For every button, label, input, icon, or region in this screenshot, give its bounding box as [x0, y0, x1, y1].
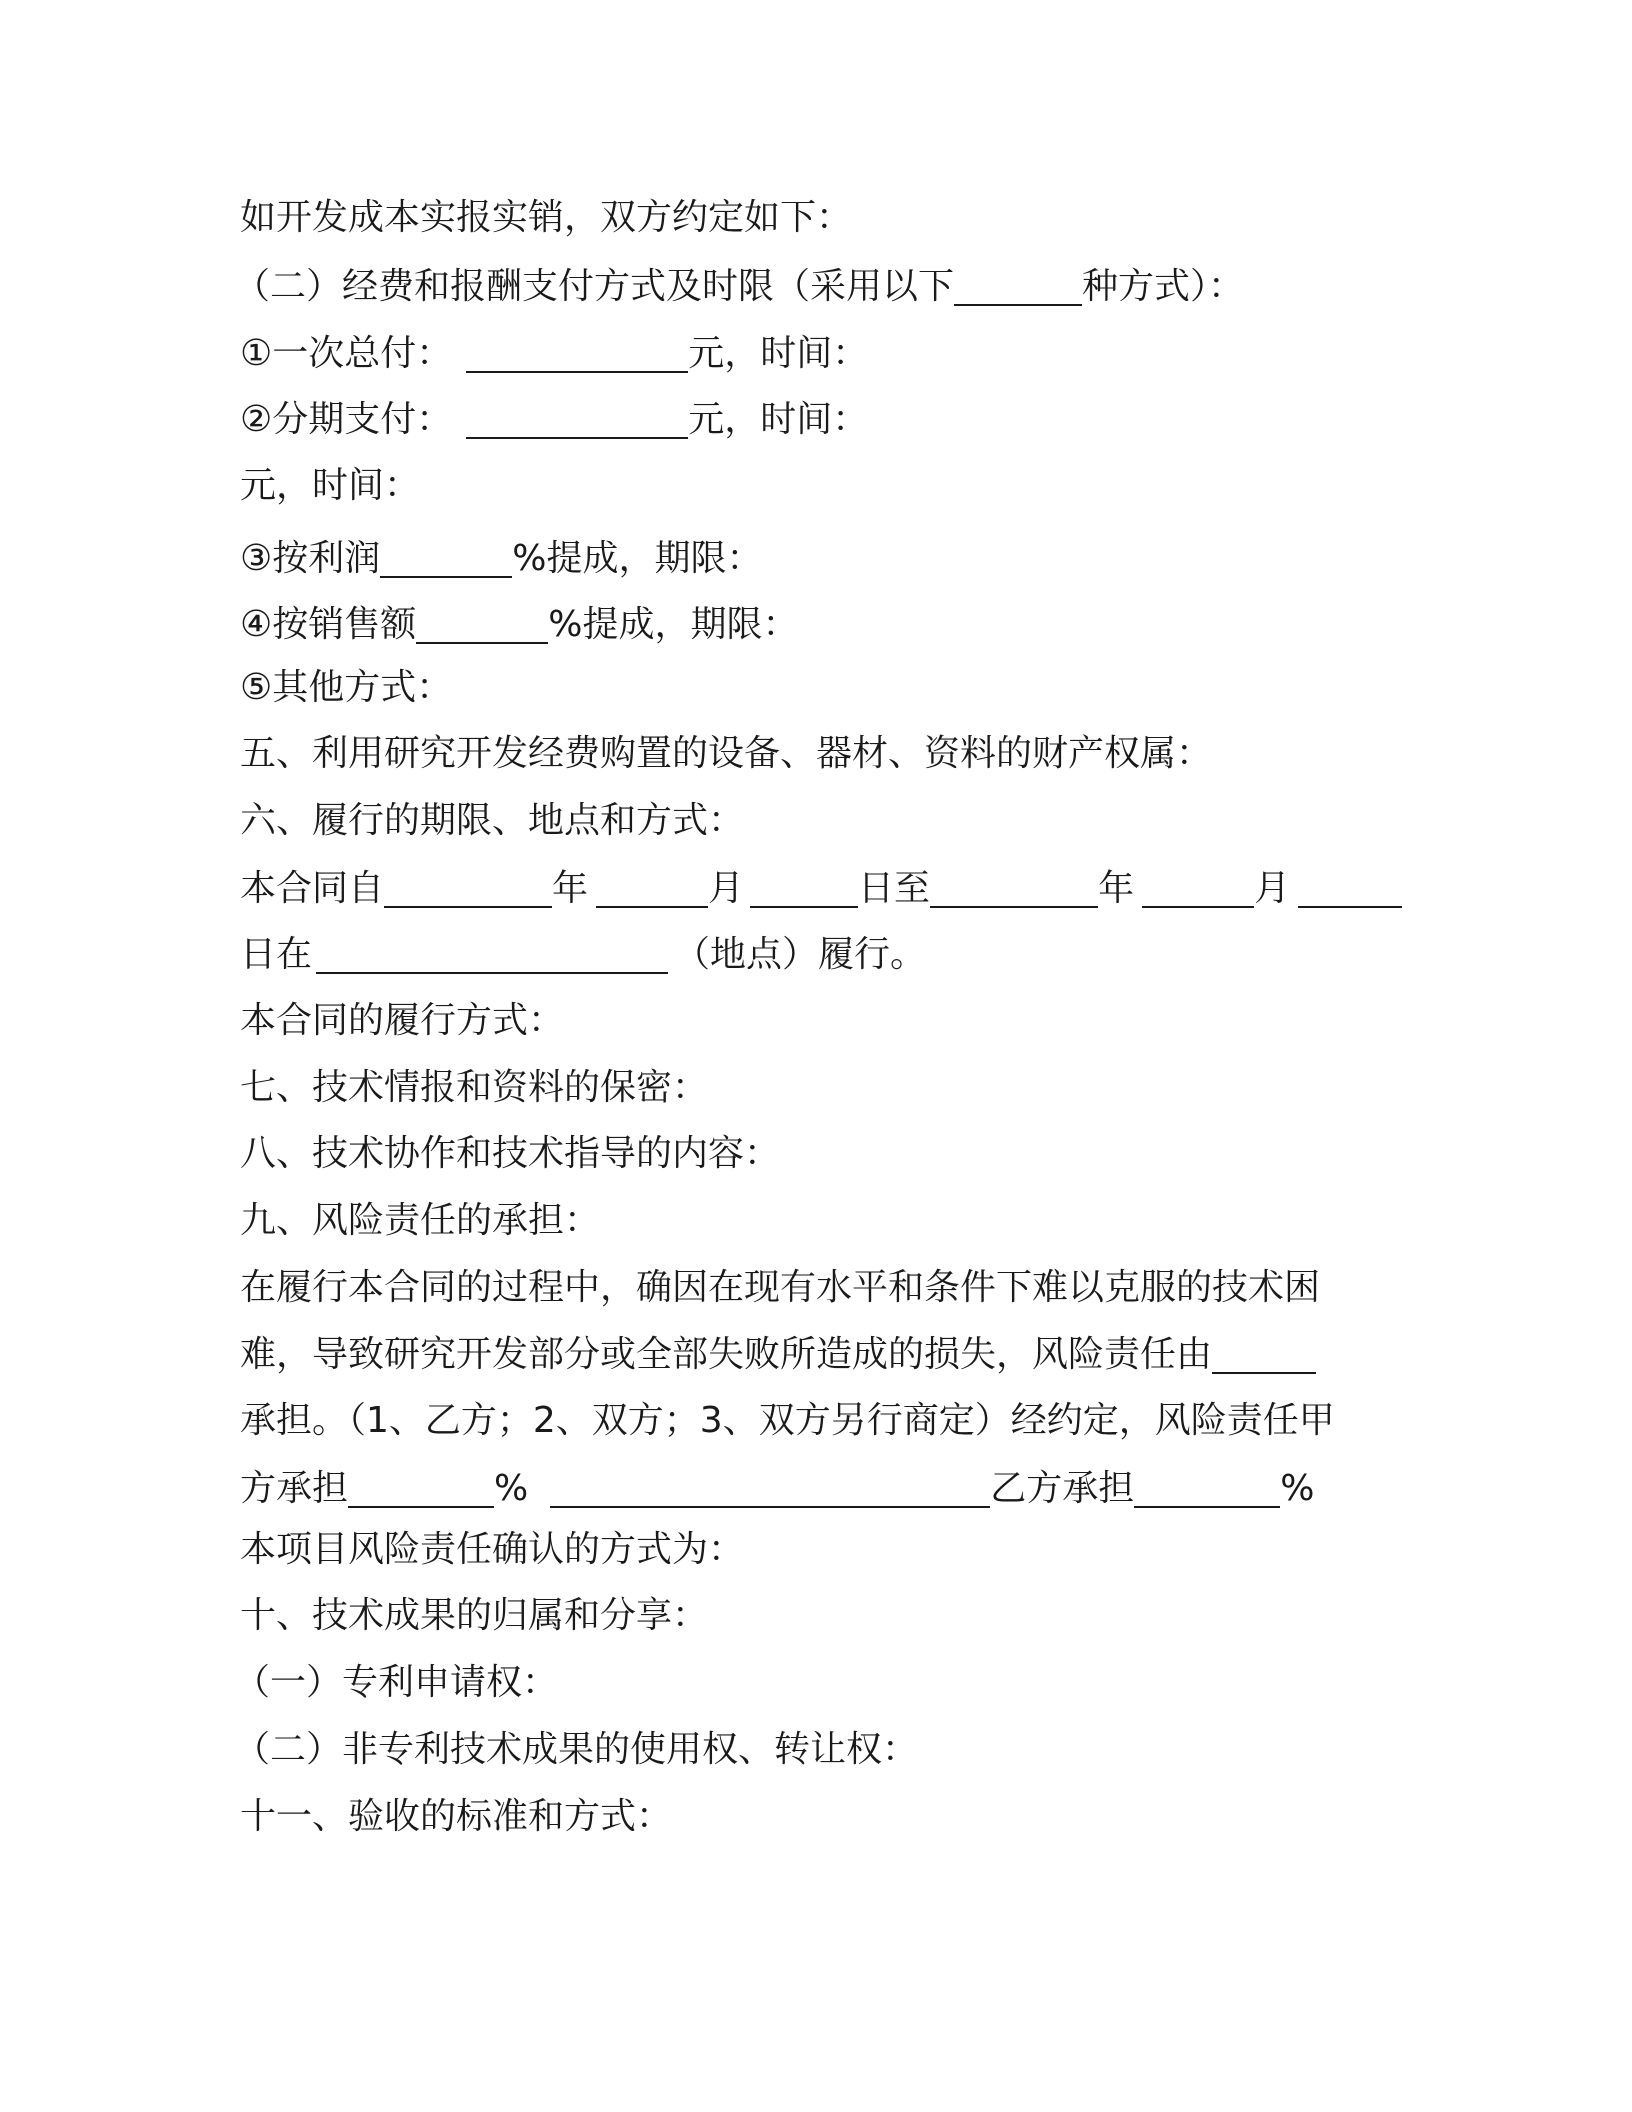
line-text: （二）非专利技术成果的使用权、转让权：	[234, 1729, 919, 1770]
line-text: %	[494, 1468, 529, 1509]
line-text: ③按利润	[240, 538, 381, 579]
line-text: ①一次总付：	[240, 333, 453, 374]
line-text: 年	[1098, 868, 1135, 909]
end-month-blank[interactable]	[1142, 866, 1254, 908]
line-text: 八、技术协作和技术指导的内容：	[240, 1133, 781, 1174]
section-heading	[240, 1199, 600, 1243]
line-text: 十一、验收的标准和方式：	[240, 1796, 673, 1837]
end-day-blank[interactable]	[1298, 866, 1402, 908]
section-heading	[240, 732, 1212, 776]
line-text: 年	[552, 868, 589, 909]
line-text: （地点）履行。	[674, 934, 927, 975]
line-text: 乙方承担	[990, 1468, 1135, 1509]
line-text: 六、履行的期限、地点和方式：	[240, 800, 745, 841]
location-blank[interactable]	[316, 932, 668, 974]
line-text: （一）专利申请权：	[234, 1662, 559, 1703]
line-text: 月	[1254, 868, 1291, 909]
line-text: 元，时间：	[688, 399, 869, 440]
line-text: 种方式）：	[1082, 266, 1245, 307]
lump-sum-line	[240, 331, 868, 376]
text-line	[240, 196, 852, 240]
sales-percent-blank[interactable]	[416, 602, 548, 644]
line-text: 难，导致研究开发部分或全部失败所造成的损失，风险责任由	[240, 1334, 1213, 1375]
method-count-blank[interactable]	[954, 264, 1082, 306]
line-text: 承担。（1、乙方；2、双方；3、双方另行商定）经约定，风险责任甲	[240, 1400, 1335, 1441]
line-text: ⑤其他方式：	[240, 667, 453, 708]
line-text: 元，时间：	[688, 333, 869, 374]
text-line	[240, 1528, 744, 1572]
payment-method-line	[234, 264, 1244, 309]
installment-amount-blank[interactable]	[466, 397, 688, 439]
line-text: %提成，期限：	[512, 538, 763, 579]
line-text: 本合同自	[240, 868, 385, 909]
line-text: 七、技术情报和资料的保密：	[240, 1067, 709, 1108]
text-line	[240, 999, 564, 1043]
end-year-blank[interactable]	[930, 866, 1098, 908]
line-text: %提成，期限：	[548, 604, 799, 645]
section-heading	[240, 1594, 708, 1638]
text-line	[240, 464, 420, 508]
section-heading	[240, 1132, 780, 1176]
lump-sum-amount-blank[interactable]	[466, 331, 688, 373]
section-heading	[240, 1066, 708, 1110]
line-text: %	[1280, 1468, 1315, 1509]
line-text: 五、利用研究开发经费购置的设备、器材、资料的财产权属：	[240, 733, 1213, 774]
line-text: 月	[708, 868, 745, 909]
line-text: 元，时间：	[240, 465, 421, 506]
line-text: 日至	[858, 868, 931, 909]
line-text: 日在	[240, 934, 313, 975]
line-text: 本合同的履行方式：	[240, 1000, 565, 1041]
line-text: 十、技术成果的归属和分享：	[240, 1595, 709, 1636]
line-text: 本项目风险责任确认的方式为：	[240, 1529, 745, 1570]
section-heading	[240, 799, 744, 843]
line-text: ④按销售额	[240, 604, 417, 645]
line-text: 方承担	[240, 1468, 349, 1509]
line-text: 九、风险责任的承担：	[240, 1200, 601, 1241]
start-year-blank[interactable]	[384, 866, 552, 908]
term-dates-line	[240, 866, 1402, 911]
party-a-percent-blank[interactable]	[348, 1466, 494, 1508]
text-line	[234, 1661, 558, 1705]
line-text: ②分期支付：	[240, 399, 453, 440]
location-line	[240, 932, 926, 977]
risk-note-blank[interactable]	[550, 1466, 990, 1508]
text-line	[234, 1728, 918, 1772]
section-heading	[240, 1795, 672, 1839]
text-line	[240, 1266, 1320, 1310]
risk-party-blank[interactable]	[1212, 1332, 1316, 1374]
risk-share-line	[240, 1466, 1314, 1511]
start-day-blank[interactable]	[750, 866, 858, 908]
line-text: 在履行本合同的过程中，确因在现有水平和条件下难以克服的技术困	[240, 1267, 1321, 1308]
party-b-percent-blank[interactable]	[1134, 1466, 1280, 1508]
profit-share-line	[240, 536, 763, 581]
sales-share-line	[240, 602, 799, 647]
line-text: 如开发成本实报实销，双方约定如下：	[240, 197, 853, 238]
installment-line	[240, 397, 868, 442]
text-line	[240, 666, 452, 710]
risk-party-line	[240, 1332, 1316, 1377]
text-line	[240, 1399, 1335, 1443]
profit-percent-blank[interactable]	[380, 536, 512, 578]
line-text: （二）经费和报酬支付方式及时限（采用以下	[234, 266, 955, 307]
start-month-blank[interactable]	[596, 866, 708, 908]
